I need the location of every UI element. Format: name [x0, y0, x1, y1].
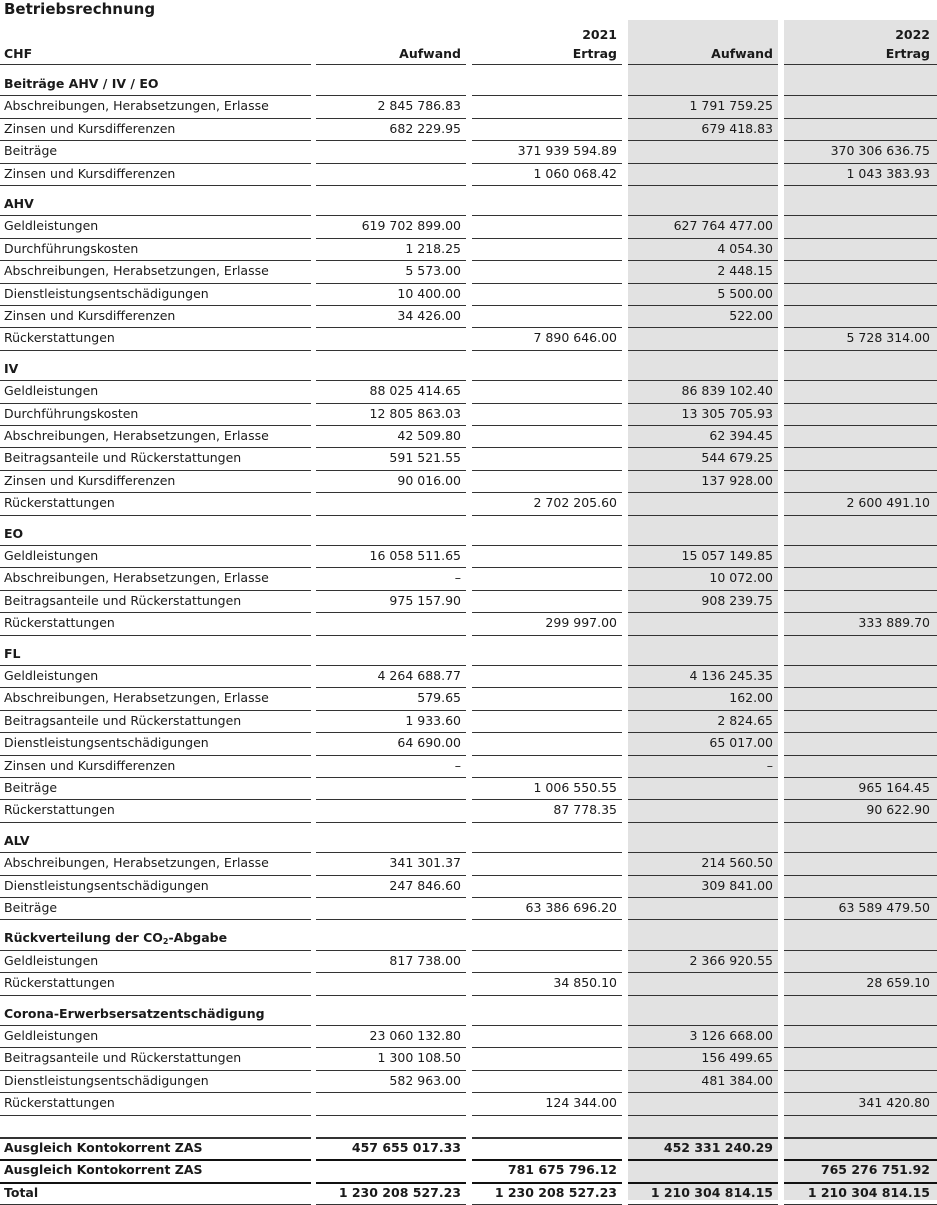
- table-row: [0, 140, 937, 162]
- row-label: [4, 732, 209, 754]
- table-row: [0, 215, 937, 237]
- table-row: [0, 732, 937, 754]
- row-label-text: Zinsen und Kursdifferenzen: [4, 472, 176, 488]
- row-divider: [0, 995, 311, 996]
- row-label-text: Rückerstattungen: [4, 1095, 115, 1111]
- amount-cell: 4 054.30: [717, 240, 773, 256]
- table-row: [0, 470, 937, 492]
- row-label: [4, 875, 209, 897]
- amount-cell: 341 420.80: [858, 1095, 930, 1111]
- table-row: [0, 118, 937, 140]
- row-label-text: Rückerstattungen: [4, 495, 115, 511]
- currency-label: CHF: [4, 46, 33, 61]
- row-label: [4, 140, 57, 162]
- row-label: [4, 665, 98, 687]
- row-divider: [472, 822, 622, 823]
- year-2021-label: 2021: [582, 27, 617, 42]
- table-row: [0, 1092, 937, 1114]
- amount-cell: 162.00: [729, 690, 773, 706]
- amount-cell: 1 300 108.50: [377, 1050, 461, 1066]
- row-label: [4, 283, 209, 305]
- row-label-text: Beiträge: [4, 143, 58, 159]
- row-label-text: Beitragsanteile und Rückerstattungen: [4, 450, 242, 466]
- table-row: [0, 1070, 937, 1092]
- amount-cell: 12 805 863.03: [369, 405, 461, 421]
- row-label-text: Abschreibungen, Herabsetzungen, Erlasse: [4, 428, 269, 443]
- table-row: [0, 897, 937, 919]
- row-label-text: Corona-Erwerbsersatzentschädigung: [4, 1005, 265, 1021]
- row-label: [4, 799, 115, 821]
- amount-cell: 370 306 636.75: [830, 143, 930, 159]
- header-2022-ertrag: Ertrag: [885, 46, 930, 61]
- row-divider: [472, 635, 622, 636]
- row-label-text: Zinsen und Kursdifferenzen: [4, 120, 176, 136]
- row-label: [4, 118, 175, 140]
- row-divider: [316, 995, 466, 996]
- table-row: [0, 590, 937, 612]
- row-divider: [628, 919, 778, 920]
- row-label: [4, 590, 241, 612]
- row-label: [4, 260, 269, 282]
- section-header-row: [0, 73, 937, 95]
- amount-cell: 582 963.00: [389, 1072, 461, 1088]
- header-2022-aufwand: Aufwand: [711, 46, 773, 61]
- amount-cell: 86 839 102.40: [681, 383, 773, 399]
- total-row: [0, 1182, 937, 1204]
- amount-cell: 908 239.75: [701, 592, 773, 608]
- amount-cell: 1 210 304 814.15: [650, 1184, 773, 1200]
- table-row: [0, 1159, 937, 1181]
- amount-cell: –: [454, 757, 461, 773]
- row-divider: [316, 515, 466, 516]
- row-label: [4, 425, 269, 447]
- row-label: [4, 567, 269, 589]
- row-divider: [628, 515, 778, 516]
- row-label-text: Abschreibungen, Herabsetzungen, Erlasse: [4, 855, 269, 871]
- row-divider: [0, 515, 311, 516]
- row-label-text: Beiträge: [4, 780, 58, 795]
- row-divider: [0, 185, 311, 186]
- table-row: [0, 163, 937, 185]
- row-label: [4, 687, 269, 709]
- amount-cell: 975 157.90: [389, 592, 461, 608]
- amount-cell: 619 702 899.00: [361, 218, 461, 234]
- row-label-text: Dienstleistungsentschädigungen: [4, 735, 209, 751]
- table-row: [0, 612, 937, 634]
- row-label-text: Abschreibungen, Herabsetzungen, Erlasse: [4, 690, 269, 706]
- table-row: [0, 665, 937, 687]
- row-label: [4, 710, 241, 732]
- amount-cell: 781 675 796.12: [507, 1162, 617, 1178]
- section-header-row: [0, 927, 937, 949]
- amount-cell: 34 426.00: [397, 308, 461, 323]
- amount-cell: 34 850.10: [553, 975, 617, 991]
- amount-cell: 333 889.70: [858, 615, 930, 631]
- amount-cell: 371 939 594.89: [517, 143, 617, 159]
- amount-cell: 522.00: [729, 308, 773, 323]
- amount-cell: 457 655 017.33: [351, 1140, 461, 1155]
- row-label: [4, 545, 98, 567]
- amount-cell: 2 845 786.83: [377, 98, 461, 114]
- amount-cell: 23 060 132.80: [369, 1028, 461, 1043]
- row-divider: [784, 919, 937, 920]
- row-label: [4, 972, 115, 994]
- row-label-text: Total: [4, 1184, 39, 1200]
- section-header-row: [0, 830, 937, 852]
- row-label-text: Dienstleistungsentschädigungen: [4, 877, 209, 893]
- amount-cell: 62 394.45: [709, 428, 773, 443]
- amount-cell: 42 509.80: [397, 428, 461, 443]
- amount-cell: 156 499.65: [701, 1050, 773, 1066]
- row-label: [4, 492, 115, 514]
- row-divider: [0, 635, 311, 636]
- amount-cell: 124 344.00: [545, 1095, 617, 1111]
- row-label-text: Zinsen und Kursdifferenzen: [4, 757, 176, 773]
- table-row: [0, 875, 937, 897]
- row-divider: [628, 995, 778, 996]
- amount-cell: 88 025 414.65: [369, 383, 461, 399]
- amount-cell: 16 058 511.65: [369, 548, 461, 563]
- page-title: Betriebsrechnung: [4, 0, 156, 18]
- amount-cell: 1 933.60: [405, 712, 461, 728]
- row-label: [4, 897, 57, 919]
- amount-cell: 1 006 550.55: [533, 780, 617, 795]
- section-title: [4, 523, 23, 545]
- section-header-row: [0, 1003, 937, 1025]
- row-label: [4, 950, 98, 972]
- amount-cell: 591 521.55: [389, 450, 461, 466]
- amount-cell: 137 928.00: [701, 472, 773, 488]
- row-label: [4, 327, 115, 349]
- row-divider: [784, 515, 937, 516]
- row-divider: [316, 919, 466, 920]
- table-row: [0, 260, 937, 282]
- amount-cell: 5 573.00: [405, 263, 461, 279]
- amount-cell: 4 264 688.77: [377, 668, 461, 683]
- row-label: [4, 1182, 38, 1204]
- amount-cell: 1 791 759.25: [689, 98, 773, 114]
- row-label: [4, 755, 175, 777]
- row-label-text: Zinsen und Kursdifferenzen: [4, 165, 176, 181]
- row-label: [4, 612, 115, 634]
- row-divider: [472, 919, 622, 920]
- amount-cell: 247 846.60: [389, 877, 461, 893]
- amount-cell: 10 072.00: [709, 570, 773, 586]
- amount-cell: 3 126 668.00: [689, 1028, 773, 1043]
- row-label-text: Geldleistungen: [4, 1028, 99, 1043]
- row-label: [4, 852, 269, 874]
- row-divider: [784, 635, 937, 636]
- amount-cell: 1 043 383.93: [846, 165, 930, 181]
- amount-cell: 765 276 751.92: [820, 1162, 930, 1178]
- row-label: [4, 1025, 98, 1047]
- amount-cell: 5 728 314.00: [846, 330, 930, 346]
- row-label-text: Beiträge AHV / IV / EO: [4, 76, 159, 91]
- row-label-text: Dienstleistungsentschädigungen: [4, 1072, 209, 1088]
- amount-cell: 4 136 245.35: [689, 668, 773, 683]
- row-label-text: Ausgleich Kontokorrent ZAS: [4, 1140, 203, 1155]
- amount-cell: 15 057 149.85: [681, 548, 773, 563]
- row-divider: [784, 185, 937, 186]
- row-label: [4, 470, 175, 492]
- table-row: [0, 305, 937, 327]
- row-divider: [316, 64, 466, 65]
- section-title: [4, 927, 227, 949]
- table-row: [0, 425, 937, 447]
- table-row: [0, 283, 937, 305]
- row-divider: [0, 64, 311, 65]
- table-row: [0, 327, 937, 349]
- row-label-text: Rückerstattungen: [4, 975, 115, 991]
- row-divider: [0, 822, 311, 823]
- row-label: [4, 305, 175, 327]
- amount-cell: 7 890 646.00: [533, 330, 617, 346]
- section-header-row: [0, 523, 937, 545]
- row-label-text: Zinsen und Kursdifferenzen: [4, 308, 176, 323]
- row-divider: [316, 635, 466, 636]
- table-row: [0, 545, 937, 567]
- row-label-text: Durchführungskosten: [4, 405, 139, 421]
- amount-cell: 299 997.00: [545, 615, 617, 631]
- row-label-text: Geldleistungen: [4, 952, 99, 968]
- table-row: [0, 238, 937, 260]
- row-label: [4, 403, 138, 425]
- row-label: [4, 1159, 203, 1181]
- row-label-text: Abschreibungen, Herabsetzungen, Erlasse: [4, 98, 269, 114]
- row-label-suffix: -Abgabe: [168, 930, 228, 946]
- amount-cell: –: [766, 757, 773, 773]
- amount-cell: 2 448.15: [717, 263, 773, 279]
- row-label-text: Beitragsanteile und Rückerstattungen: [4, 1050, 242, 1066]
- amount-cell: 64 690.00: [397, 735, 461, 751]
- row-label: [4, 1047, 241, 1069]
- amount-cell: 2 366 920.55: [689, 952, 773, 968]
- amount-cell: 63 589 479.50: [838, 900, 930, 915]
- row-label-text: Geldleistungen: [4, 668, 99, 683]
- row-divider: [316, 350, 466, 351]
- amount-cell: 90 016.00: [397, 472, 461, 488]
- row-label: [4, 380, 98, 402]
- table-row: [0, 1047, 937, 1069]
- amount-cell: 65 017.00: [709, 735, 773, 751]
- row-label: [4, 95, 269, 117]
- header-2021-aufwand: Aufwand: [399, 46, 461, 61]
- row-label-text: ALV: [4, 832, 30, 848]
- row-divider: [316, 822, 466, 823]
- section-title: [4, 643, 21, 665]
- section-title: [4, 73, 158, 95]
- row-divider: [784, 64, 937, 65]
- table-row: [0, 447, 937, 469]
- table-row: [0, 799, 937, 821]
- table-row: [0, 852, 937, 874]
- row-label-text: Beiträge: [4, 900, 58, 915]
- table-row: [0, 403, 937, 425]
- table-row: [0, 567, 937, 589]
- amount-cell: 63 386 696.20: [525, 900, 617, 915]
- amount-cell: 309 841.00: [701, 877, 773, 893]
- row-divider: [628, 64, 778, 65]
- amount-cell: 214 560.50: [701, 855, 773, 871]
- section-title: [4, 358, 18, 380]
- row-label-text: Dienstleistungsentschädigungen: [4, 285, 209, 301]
- section-title: [4, 193, 34, 215]
- amount-cell: 5 500.00: [717, 285, 773, 301]
- amount-cell: 1 230 208 527.23: [338, 1184, 461, 1200]
- row-divider: [628, 635, 778, 636]
- amount-cell: 452 331 240.29: [663, 1140, 773, 1155]
- row-divider: [0, 350, 311, 351]
- row-label: [4, 1092, 115, 1114]
- year-2022-label: 2022: [895, 27, 930, 42]
- row-label: [4, 238, 138, 260]
- row-divider: [472, 350, 622, 351]
- amount-cell: 341 301.37: [389, 855, 461, 871]
- table-row: [0, 755, 937, 777]
- amount-cell: 1 230 208 527.23: [494, 1184, 617, 1200]
- row-label-text: Beitragsanteile und Rückerstattungen: [4, 592, 242, 608]
- row-label-text: Rückerstattungen: [4, 330, 115, 346]
- row-divider: [472, 995, 622, 996]
- amount-cell: 679 418.83: [701, 120, 773, 136]
- row-label-text: Geldleistungen: [4, 383, 99, 399]
- amount-cell: 28 659.10: [866, 975, 930, 991]
- table-row: [0, 710, 937, 732]
- row-label-text: IV: [4, 360, 19, 376]
- row-divider: [472, 515, 622, 516]
- row-divider: [784, 995, 937, 996]
- table-row: [0, 1115, 937, 1137]
- row-label: [4, 1137, 203, 1159]
- row-label-text: Rückerstattungen: [4, 802, 115, 818]
- amount-cell: 10 400.00: [397, 285, 461, 301]
- row-label-text: Ausgleich Kontokorrent ZAS: [4, 1162, 203, 1178]
- row-divider: [784, 822, 937, 823]
- table-row: [0, 492, 937, 514]
- table-row: [0, 1137, 937, 1159]
- section-header-row: [0, 193, 937, 215]
- section-title: [4, 830, 30, 852]
- row-divider: [784, 350, 937, 351]
- amount-cell: 965 164.45: [858, 780, 930, 795]
- amount-cell: –: [454, 570, 461, 586]
- table-row: [0, 777, 937, 799]
- row-divider: [0, 919, 311, 920]
- row-label-text: Geldleistungen: [4, 218, 99, 234]
- amount-cell: 1 218.25: [405, 240, 461, 256]
- amount-cell: 90 622.90: [866, 802, 930, 818]
- row-label-text: Rückerstattungen: [4, 615, 115, 631]
- amount-cell: 13 305 705.93: [681, 405, 773, 421]
- row-label: [4, 215, 98, 237]
- row-label-text: Geldleistungen: [4, 548, 99, 563]
- row-label-text: Abschreibungen, Herabsetzungen, Erlasse: [4, 263, 269, 279]
- row-divider: [628, 185, 778, 186]
- row-label-text: Abschreibungen, Herabsetzungen, Erlasse: [4, 570, 269, 586]
- amount-cell: 579.65: [417, 690, 461, 706]
- subscript-text: 2: [162, 937, 169, 947]
- row-label-text: EO: [4, 525, 24, 541]
- row-label-text: Rückverteilung der CO: [4, 930, 163, 946]
- section-header-row: [0, 643, 937, 665]
- header-2021-ertrag: Ertrag: [572, 46, 617, 61]
- amount-cell: 817 738.00: [389, 952, 461, 968]
- amount-cell: 1 060 068.42: [533, 165, 617, 181]
- amount-cell: 481 384.00: [701, 1072, 773, 1088]
- table-row: [0, 972, 937, 994]
- amount-cell: 1 210 304 814.15: [807, 1184, 930, 1200]
- section-title: [4, 1003, 265, 1025]
- row-label: [4, 447, 241, 469]
- amount-cell: 2 600 491.10: [846, 495, 930, 511]
- amount-cell: 544 679.25: [701, 450, 773, 466]
- row-label: [4, 1070, 209, 1092]
- table-row: [0, 95, 937, 117]
- row-label-text: Durchführungskosten: [4, 240, 139, 256]
- amount-cell: 682 229.95: [389, 120, 461, 136]
- amount-cell: 2 702 205.60: [533, 495, 617, 511]
- section-header-row: [0, 358, 937, 380]
- table-row: [0, 950, 937, 972]
- amount-cell: 627 764 477.00: [673, 218, 773, 234]
- table-row: [0, 380, 937, 402]
- row-label: [4, 163, 175, 185]
- row-divider: [472, 64, 622, 65]
- amount-cell: 2 824.65: [717, 712, 773, 728]
- row-divider: [628, 350, 778, 351]
- table-row: [0, 687, 937, 709]
- row-divider: [628, 822, 778, 823]
- table-row: [0, 1025, 937, 1047]
- row-label-text: FL: [4, 645, 21, 661]
- row-label-text: AHV: [4, 196, 34, 211]
- amount-cell: 87 778.35: [553, 802, 617, 818]
- row-divider: [472, 185, 622, 186]
- row-label-text: Beitragsanteile und Rückerstattungen: [4, 712, 242, 728]
- row-label: [4, 777, 57, 799]
- row-divider: [316, 185, 466, 186]
